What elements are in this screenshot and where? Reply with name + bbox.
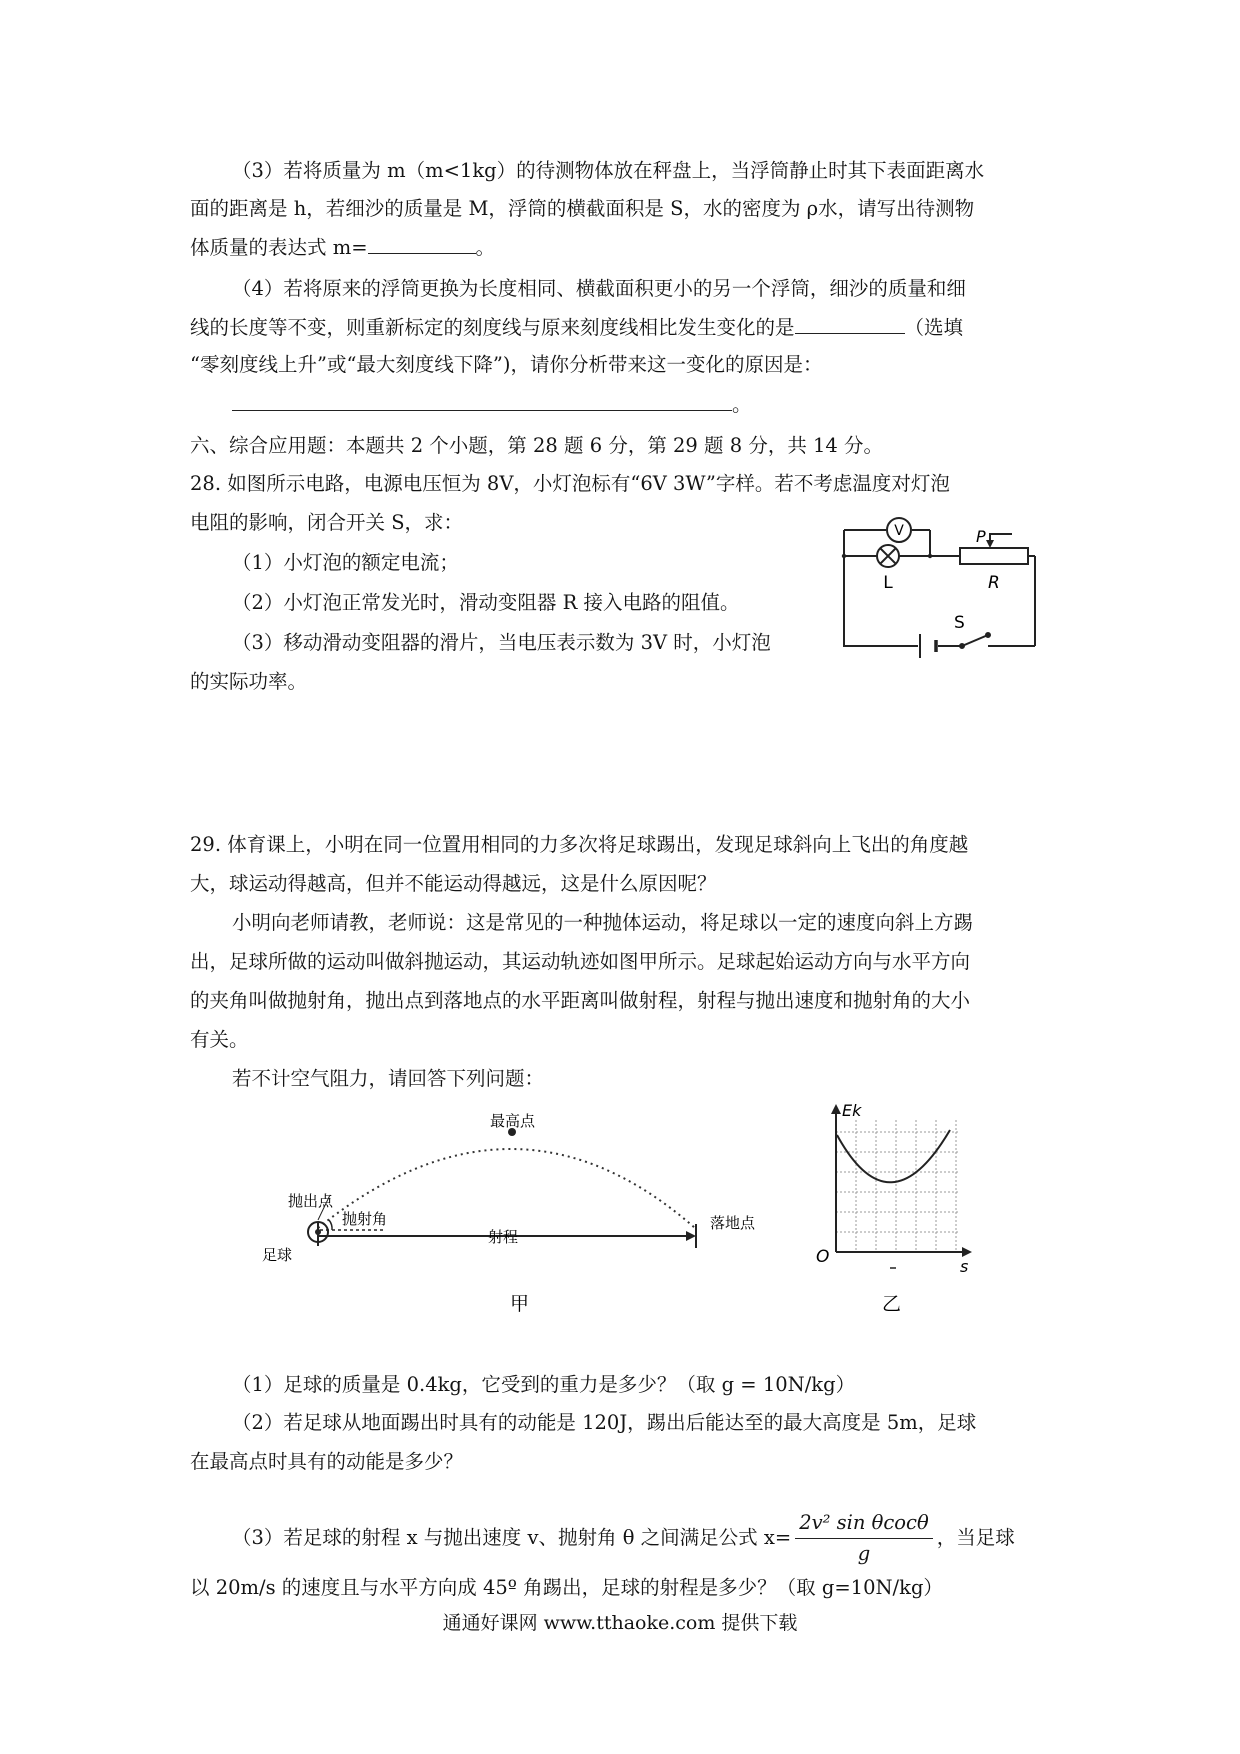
q27-part4-text: 线的长度等不变，则重新标定的刻度线与原来刻度线相比发生变化的是: [190, 316, 795, 339]
q27-part4-line2: [190, 307, 1060, 348]
formula-denominator: g: [857, 1542, 871, 1565]
q29-sub3-line2: 以 20m/s 的速度且与水平方向成 45º 角踢出，足球的射程是多少？（取 g=10N/kg）: [190, 1576, 943, 1599]
ek-axis-label: Ek: [842, 1101, 862, 1120]
range-formula: [795, 1508, 933, 1569]
answer-blank: [368, 227, 476, 254]
q28-sub3: （3）移动滑动变阻器的滑片，当电压表示数为 3V 时，小灯泡: [232, 631, 771, 654]
q27-part4-line4: [232, 384, 1102, 425]
launch-point-label: 抛出点: [288, 1192, 334, 1210]
circuit-diagram: [840, 500, 1040, 660]
q29-sub3-text-end: ，当足球: [936, 1526, 1015, 1549]
q29-para3: 若不计空气阻力，请回答下列问题：: [232, 1067, 545, 1090]
period: 。: [475, 236, 496, 259]
q29-sub3-line1: [232, 1508, 1102, 1569]
period: 。: [732, 393, 752, 416]
q27-part3-expression-label: 体质量的表达式 m=: [190, 236, 368, 259]
switch-label: S: [954, 613, 965, 633]
q28-sub1: （1）小灯泡的额定电流；: [232, 551, 459, 574]
formula-numerator: 2v² sin θcocθ: [795, 1508, 933, 1539]
q27-part3-line1: （3）若将质量为 m（m<1kg）的待测物体放在秤盘上，当浮筒静止时其下表面距离水: [232, 159, 985, 182]
ball-label: 足球: [262, 1246, 293, 1264]
q27-part3-line2: 面的距离是 h，若细沙的质量是 M，浮筒的横截面积是 S，水的密度为 ρ水，请写出待测物: [190, 197, 975, 220]
figure-jia-caption: 甲: [510, 1293, 530, 1315]
answer-blank: [795, 307, 905, 334]
range-label: 射程: [488, 1228, 519, 1246]
q29-sub2-line2: 在最高点时具有的动能是多少？: [190, 1450, 464, 1473]
section-6-heading: 六、综合应用题：本题共 2 个小题，第 28 题 6 分，第 29 题 8 分，共 14 分。: [190, 434, 884, 457]
answer-blank: [232, 384, 732, 411]
q27-part4-line3: “零刻度线上升”或“最大刻度线下降”)，请你分析带来这一变化的原因是：: [190, 353, 823, 376]
launch-angle-label: 抛射角: [342, 1210, 388, 1228]
q29-sub2-line1: （2）若足球从地面踢出时具有的动能是 120J，踢出后能达至的最大高度是 5m，足球: [232, 1411, 977, 1434]
q28-sub2: （2）小灯泡正常发光时，滑动变阻器 R 接入电路的阻值。: [232, 591, 740, 614]
lamp-label: L: [883, 573, 893, 593]
page-footer: 通通好课网 www.tthaoke.com 提供下载: [442, 1612, 798, 1634]
q28-line2: 电阻的影响，闭合开关 S，求：: [190, 511, 464, 534]
landing-point-label: 落地点: [710, 1214, 756, 1232]
q29-line1: 29. 体育课上，小明在同一位置用相同的力多次将足球踢出，发现足球斜向上飞出的角度越: [190, 833, 969, 856]
top-point-label: 最高点: [490, 1112, 536, 1130]
q29-sub3-text: （3）若足球的射程 x 与抛出速度 v、抛射角 θ 之间满足公式 x=: [232, 1526, 792, 1549]
voltmeter-label: V: [894, 523, 904, 539]
q29-sub1: （1）足球的质量是 0.4kg，它受到的重力是多少？（取 g = 10N/kg）: [232, 1373, 856, 1396]
q27-part4-select-hint: （选填: [904, 316, 964, 339]
q29-para2-line4: 有关。: [190, 1028, 249, 1051]
origin-label: O: [816, 1247, 830, 1267]
q29-para2-line2: 出，足球所做的运动叫做斜抛运动，其运动轨迹如图甲所示。足球起始运动方向与水平方向: [190, 950, 971, 973]
q27-part4-line1: （4）若将原来的浮筒更换为长度相同、横截面积更小的另一个浮筒，细沙的质量和细: [232, 277, 966, 300]
q29-line2: 大，球运动得越高，但并不能运动得越远，这是什么原因呢？: [190, 872, 717, 895]
q28-sub3-cont: 的实际功率。: [190, 670, 308, 693]
figure-yi-caption: 乙: [882, 1293, 902, 1315]
q28-line1: 28. 如图所示电路，电源电压恒为 8V，小灯泡标有“6V 3W”字样。若不考虑温度对灯泡: [190, 472, 950, 495]
q29-para2-line3: 的夹角叫做抛射角，抛出点到落地点的水平距离叫做射程，射程与抛出速度和抛射角的大小: [190, 989, 971, 1012]
ek-graph-figure: [800, 1100, 980, 1320]
trajectory-figure: [260, 1100, 770, 1320]
resistor-label: R: [988, 573, 1000, 593]
s-axis-label: s: [960, 1257, 969, 1276]
q27-part3-line3: [190, 227, 1060, 268]
q29-para2-line1: 小明向老师请教，老师说：这是常见的一种抛体运动，将足球以一定的速度向斜上方踢: [232, 911, 974, 934]
slider-label: P: [976, 527, 986, 546]
